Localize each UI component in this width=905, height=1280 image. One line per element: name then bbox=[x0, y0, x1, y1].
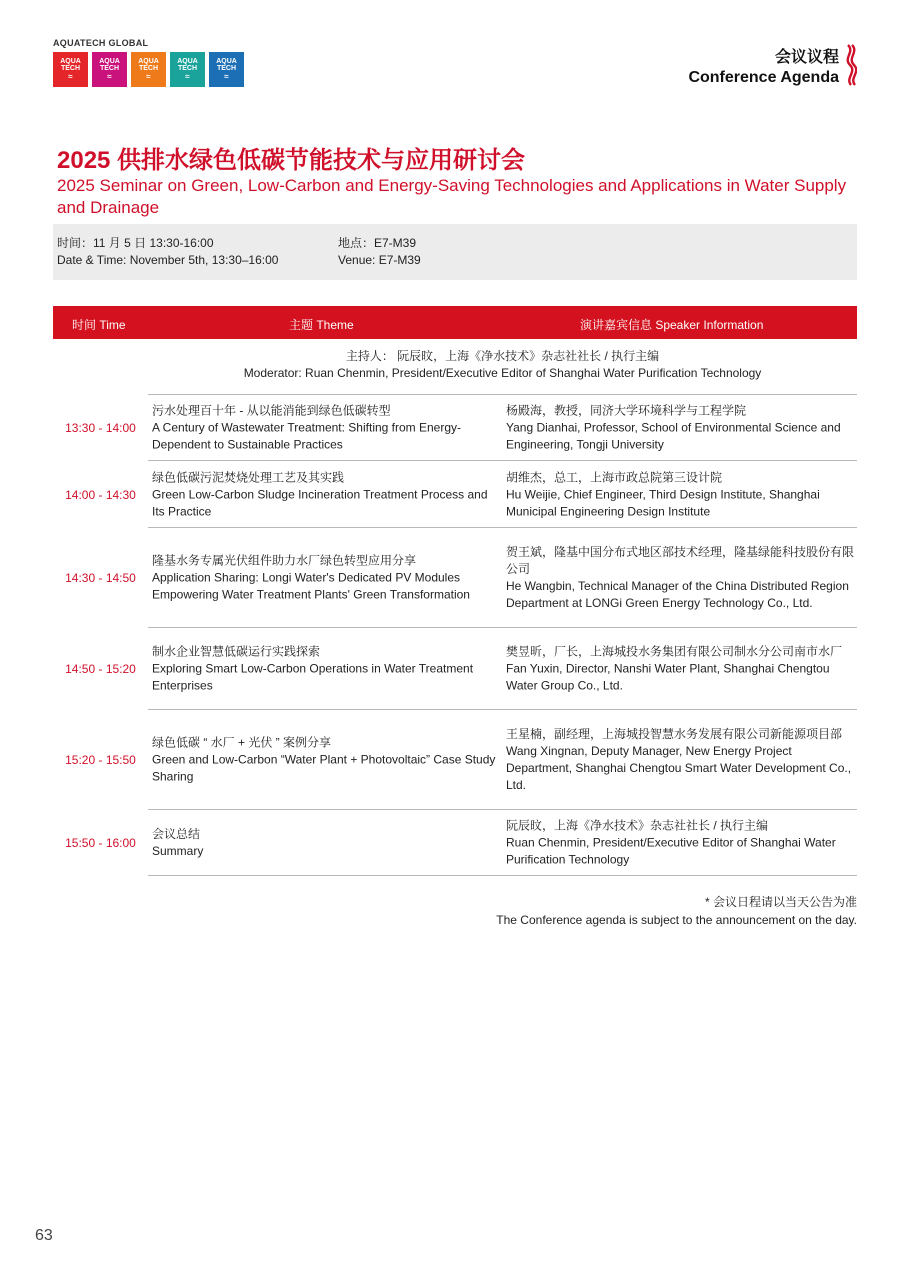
logo-text-line1: AQUA bbox=[138, 58, 159, 65]
section-title-en: Conference Agenda bbox=[688, 69, 839, 86]
session-speaker bbox=[506, 818, 858, 869]
wave-icon: ≈ bbox=[146, 72, 151, 81]
speaker-cn: 樊昱昕，厂长，上海城投水务集团有限公司制水分公司南市水厂 bbox=[506, 644, 843, 659]
table-row bbox=[53, 710, 857, 810]
brand-logos bbox=[53, 52, 244, 87]
agenda-table-header bbox=[53, 306, 857, 339]
venue-cn: 地点：E7-M39 bbox=[338, 236, 417, 250]
speaker-cn: 阮辰旼，上海《净水技术》杂志社社长 / 执行主编 bbox=[506, 818, 769, 833]
wave-icon: ≈ bbox=[224, 72, 229, 81]
speaker-cn: 王星楠，副经理，上海城投智慧水务发展有限公司新能源项目部 bbox=[506, 727, 843, 741]
session-speaker bbox=[506, 644, 858, 695]
brand-block bbox=[53, 38, 244, 87]
section-title-cn: 会议议程 bbox=[774, 49, 839, 66]
speaker-en: Fan Yuxin, Director, Nanshi Water Plant, Shanghai Chengtou Water Group Co., Ltd. bbox=[506, 661, 830, 693]
aquatech-logo bbox=[53, 52, 88, 87]
session-speaker bbox=[506, 402, 858, 453]
session-time: 15:20 - 15:50 bbox=[65, 753, 136, 767]
speaker-en: Ruan Chenmin, President/Executive Editor of Shanghai Water Purification Technology bbox=[506, 835, 836, 867]
speaker-en: He Wangbin, Technical Manager of the China Distributed Region Department at LONGi Green Energy Technology Co., Ltd. bbox=[506, 579, 849, 610]
logo-text-line1: AQUA bbox=[99, 58, 120, 65]
table-row bbox=[53, 628, 857, 710]
session-speaker bbox=[506, 726, 858, 794]
aquatech-logo bbox=[131, 52, 166, 87]
theme-cn: 污水处理百十年 - 从以能消能到绿色低碳转型 bbox=[152, 403, 391, 417]
section-header bbox=[688, 44, 857, 87]
logo-text-line2: TECH bbox=[138, 65, 159, 72]
theme-cn: 制水企业智慧低碳运行实践探索 bbox=[152, 644, 321, 659]
event-info-box bbox=[53, 224, 857, 280]
logo-text-line1: AQUA bbox=[177, 58, 198, 65]
date-time-info bbox=[57, 235, 278, 269]
wave-icon: ≈ bbox=[107, 72, 112, 81]
speaker-cn: 胡维杰，总工，上海市政总院第三设计院 bbox=[506, 470, 723, 484]
logo-text-line1: AQUA bbox=[216, 58, 237, 65]
moderator-cn: 主持人： 阮辰旼，上海《净水技术》杂志社社长 / 执行主编 bbox=[345, 349, 660, 363]
footnote-en: The Conference agenda is subject to the announcement on the day. bbox=[496, 913, 857, 927]
speaker-cn: 杨殿海，教授，同济大学环境科学与工程学院 bbox=[506, 403, 747, 417]
session-time: 15:50 - 16:00 bbox=[65, 836, 136, 850]
speaker-en: Wang Xingnan, Deputy Manager, New Energy Project Department, Shanghai Chengtou Smart Water Development Co., Ltd. bbox=[506, 744, 852, 792]
page-number: 63 bbox=[35, 1227, 53, 1244]
logo-text-line1: AQUA bbox=[60, 58, 81, 65]
session-time: 14:30 - 14:50 bbox=[65, 571, 136, 585]
theme-en: Exploring Smart Low-Carbon Operations in Water Treatment Enterprises bbox=[152, 661, 474, 693]
venue-info bbox=[338, 235, 421, 269]
session-speaker bbox=[506, 544, 858, 612]
page-title-en: 2025 Seminar on Green, Low-Carbon and Energy-Saving Technologies and Applications in Water Supply and Drainage bbox=[57, 176, 847, 217]
table-row bbox=[53, 394, 857, 461]
theme-en: Summary bbox=[152, 844, 204, 858]
brand-name: AQUATECH GLOBAL bbox=[53, 38, 149, 48]
session-time: 14:00 - 14:30 bbox=[65, 487, 136, 502]
logo-text-line2: TECH bbox=[60, 65, 81, 72]
aquatech-logo bbox=[209, 52, 244, 87]
table-row bbox=[53, 528, 857, 628]
speaker-en: Yang Dianhai, Professor, School of Environmental Science and Engineering, Tongji University bbox=[506, 420, 841, 451]
session-theme bbox=[152, 826, 502, 860]
header-theme: 主题 Theme bbox=[289, 318, 354, 332]
wave-icon: ≈ bbox=[185, 72, 190, 81]
speaker-en: Hu Weijie, Chief Engineer, Third Design Institute, Shanghai Municipal Engineering Design Institute bbox=[506, 487, 820, 518]
logo-text-line2: TECH bbox=[177, 65, 198, 72]
venue-en: Venue: E7-M39 bbox=[338, 253, 421, 267]
logo-text-line2: TECH bbox=[216, 65, 237, 72]
time-en: Date & Time: November 5th, 13:30–16:00 bbox=[57, 253, 279, 267]
wave-mark-icon bbox=[845, 44, 857, 86]
theme-en: A Century of Wastewater Treatment: Shifting from Energy-Dependent to Sustainable Practices bbox=[152, 420, 462, 451]
session-theme bbox=[152, 553, 502, 604]
theme-cn: 绿色低碳 “ 水厂 + 光伏 ” 案例分享 bbox=[152, 735, 332, 750]
table-row bbox=[53, 810, 857, 876]
moderator-info bbox=[148, 348, 857, 382]
session-time: 13:30 - 14:00 bbox=[65, 420, 136, 435]
theme-en: Green and Low-Carbon “Water Plant + Photovoltaic” Case Study Sharing bbox=[152, 752, 496, 784]
theme-en: Application Sharing: Longi Water's Dedicated PV Modules Empowering Water Treatment Plants' Green Transformation bbox=[152, 570, 470, 602]
time-cn: 时间：11 月 5 日 13:30-16:00 bbox=[57, 236, 214, 250]
session-time: 14:50 - 15:20 bbox=[65, 662, 136, 676]
aquatech-logo bbox=[92, 52, 127, 87]
theme-cn: 会议总结 bbox=[152, 827, 201, 841]
agenda-footnote bbox=[496, 893, 857, 929]
session-theme bbox=[152, 735, 502, 786]
speaker-cn: 贺王斌，隆基中国分布式地区部技术经理，隆基绿能科技股份有限公司 bbox=[506, 545, 855, 576]
page-title-cn: 2025 供排水绿色低碳节能技术与应用研讨会 bbox=[57, 147, 526, 174]
aquatech-logo bbox=[170, 52, 205, 87]
header-time: 时间 Time bbox=[72, 318, 126, 332]
session-theme bbox=[152, 402, 502, 453]
table-row bbox=[53, 461, 857, 528]
wave-icon: ≈ bbox=[68, 72, 73, 81]
theme-en: Green Low-Carbon Sludge Incineration Treatment Process and Its Practice bbox=[152, 487, 488, 518]
theme-cn: 绿色低碳污泥焚烧处理工艺及其实践 bbox=[152, 470, 345, 484]
logo-text-line2: TECH bbox=[99, 65, 120, 72]
session-theme bbox=[152, 644, 502, 695]
theme-cn: 隆基水务专属光伏组件助力水厂绿色转型应用分享 bbox=[152, 553, 417, 568]
header-speaker: 演讲嘉宾信息 Speaker Information bbox=[580, 318, 764, 332]
session-speaker bbox=[506, 469, 858, 520]
footnote-cn: * 会议日程请以当天公告为准 bbox=[704, 895, 857, 909]
session-theme bbox=[152, 469, 502, 520]
moderator-en: Moderator: Ruan Chenmin, President/Executive Editor of Shanghai Water Purification Technology bbox=[243, 366, 762, 380]
